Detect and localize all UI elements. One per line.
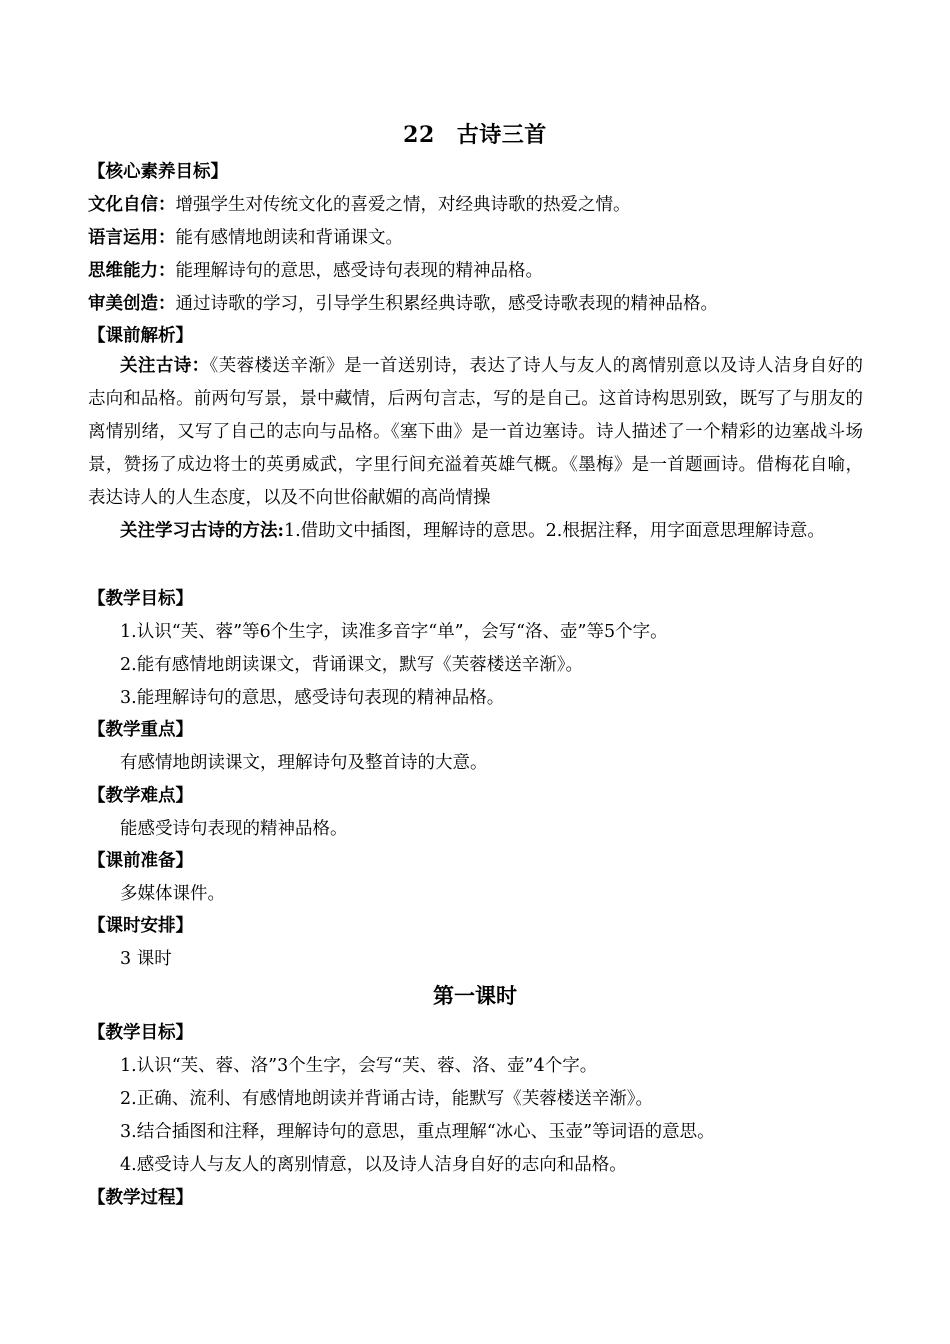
lesson1-title: 第一课时 [433,983,517,1008]
core-goal-item [88,224,403,249]
core-goal-item [88,257,543,282]
teaching-goal-item: 1.认识“芙、蓉”等6个生字，读准多音字“单”，会写“洛、壶”等5个字。 [120,622,668,642]
core-goal-text: 能理解诗句的意思，感受诗句表现的精神品格。 [175,261,543,281]
pre-analysis-heading: 【课前解析】 [88,326,193,346]
preparation-heading: 【课前准备】 [88,851,193,871]
schedule-text: 3 课时 [120,949,172,969]
lesson1-goal-item: 2.正确、流利、有感情地朗读并背诵古诗，能默写《芙蓉楼送辛渐》。 [120,1089,653,1109]
lesson1-goal-item: 1.认识“芙、蓉、洛”3个生字，会写“芙、蓉、洛、壶”4个字。 [120,1056,598,1076]
pre-analysis-paragraph-1 [88,350,863,515]
core-goal-item [88,290,718,315]
core-goal-label: 审美创造： [88,294,176,314]
lesson1-goal-item: 4.感受诗人与友人的离别情意，以及诗人洁身自好的志向和品格。 [120,1155,627,1175]
lesson-number: 22 [403,122,435,148]
core-goal-item [88,191,631,216]
key-points-heading: 【教学重点】 [88,720,193,740]
lesson1-goals-heading: 【教学目标】 [88,1023,193,1043]
pre-analysis-text-1: 《芙蓉楼送辛渐》是一首送别诗，表达了诗人与友人的离情别意以及诗人洁身自好的志向和品格。前两句写景，景中藏情，后两句言志，写的是自己。这首诗构思别致，既写了与朋友的离情别绪，又写了自己的志向与品格。《塞下曲》是一首边塞诗。诗人描述了一个精彩的边塞战斗场景，赞扬了成边将士的英勇威武，字里行间充溢着英雄气概。《墨梅》是一首题画诗。借梅花自喻，表达诗人的人生态度，以及不向世俗献媚的高尚情操 [88,356,864,508]
teaching-goal-item: 2.能有感情地朗读课文，背诵课文，默写《芙蓉楼送辛渐》。 [120,655,583,675]
core-goal-label: 文化自信： [88,195,176,215]
teaching-goal-item: 3.能理解诗句的意思，感受诗句表现的精神品格。 [120,688,505,708]
lesson-title: 古诗三首 [456,122,547,148]
schedule-heading: 【课时安排】 [88,916,193,936]
core-goal-text: 增强学生对传统文化的喜爱之情，对经典诗歌的热爱之情。 [175,195,631,215]
key-points-text: 有感情地朗读课文，理解诗句及整首诗的大意。 [120,753,488,773]
pre-analysis-paragraph-2 [88,515,863,548]
difficulties-heading: 【教学难点】 [88,786,193,806]
pre-analysis-text-2: 1.借助文中插图，理解诗的意思。2.根据注释，用字面意思理解诗意。 [283,521,825,541]
pre-analysis-label-2: 关注学习古诗的方法: [120,521,284,541]
core-goal-label: 语言运用： [88,228,176,248]
teaching-goals-heading: 【教学目标】 [88,589,193,609]
core-goal-text: 能有感情地朗读和背诵课文。 [175,228,403,248]
core-goal-text: 通过诗歌的学习，引导学生积累经典诗歌，感受诗歌表现的精神品格。 [175,294,718,314]
lesson1-goal-item: 3.结合插图和注释，理解诗句的意思，重点理解“冰心、玉壶”等词语的意思。 [120,1122,715,1142]
lesson1-process-heading: 【教学过程】 [88,1188,193,1208]
core-goal-label: 思维能力： [88,261,176,281]
core-goals-heading: 【核心素养目标】 [88,162,228,182]
page-title [0,118,950,149]
difficulties-text: 能感受诗句表现的精神品格。 [120,819,348,839]
pre-analysis-label-1: 关注古诗： [120,356,210,376]
preparation-text: 多媒体课件。 [120,884,225,904]
